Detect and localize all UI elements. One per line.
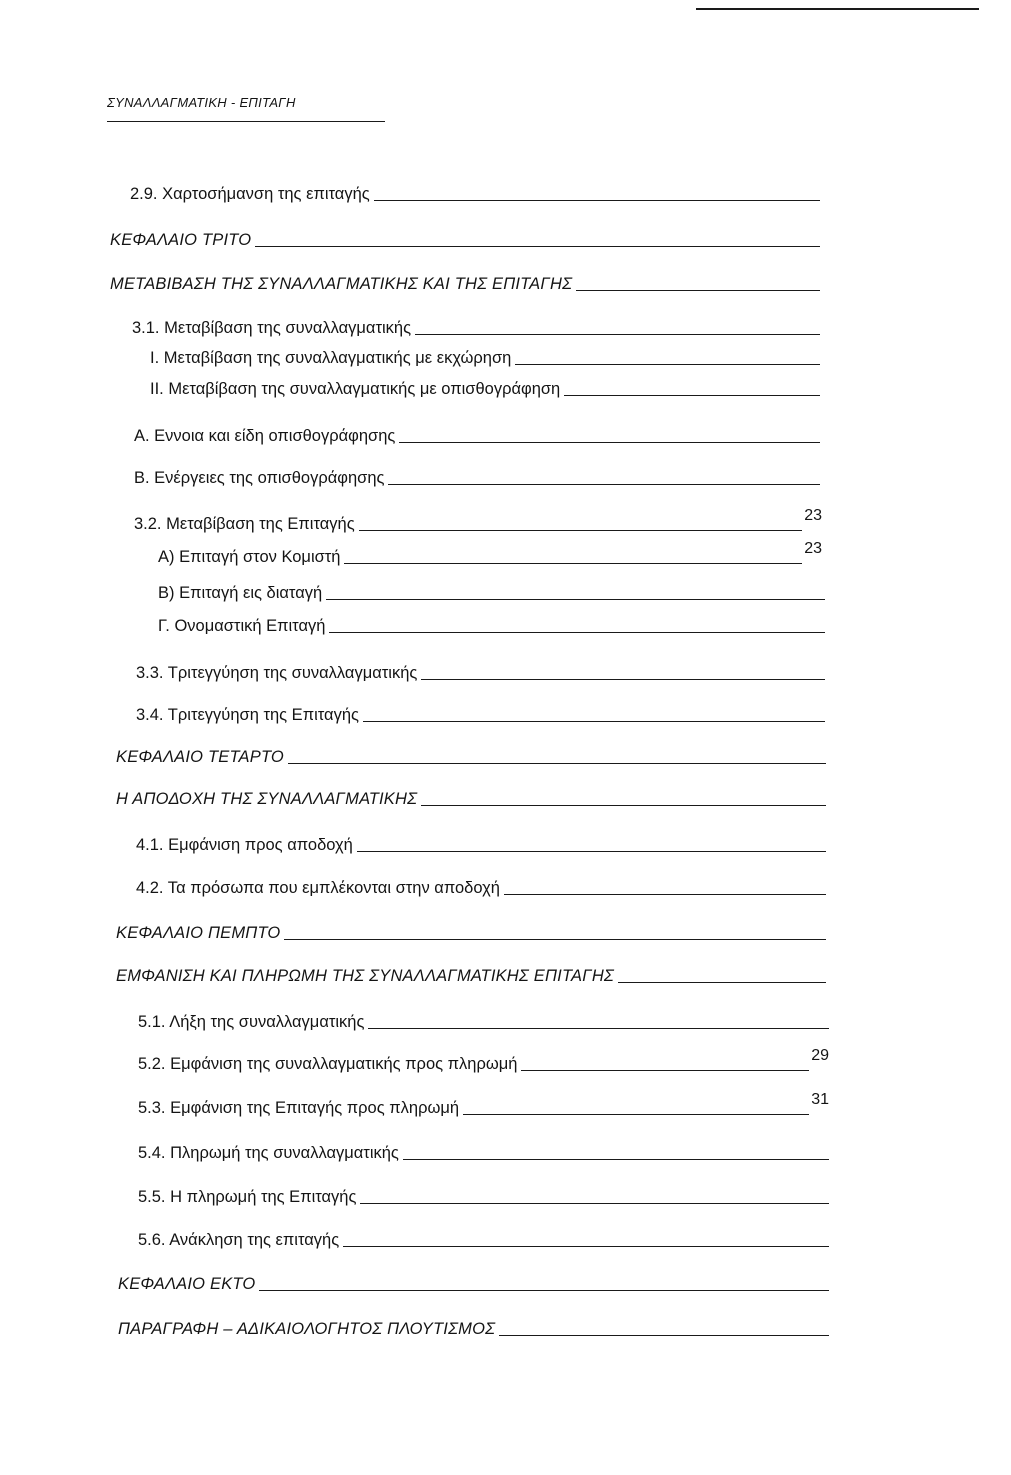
toc-entry-text: ΠΑΡΑΓΡΑΦΗ – ΑΔΙΚΑΙΟΛΟΓΗΤΟΣ ΠΛΟΥΤΙΣΜΟΣ bbox=[118, 1320, 496, 1338]
toc-leader-line bbox=[368, 1028, 829, 1029]
toc-heading bbox=[118, 1313, 829, 1339]
toc-entry-text: Α) Επιταγή στον Κομιστή bbox=[158, 548, 341, 566]
toc-entry-text: 5.3. Εμφάνιση της Επιταγής προς πληρωμή bbox=[138, 1099, 460, 1117]
toc-leader-line bbox=[343, 1246, 829, 1247]
toc-page-number: 29 bbox=[811, 1047, 829, 1064]
toc-leader-line bbox=[463, 1114, 809, 1115]
toc-entry-text: 3.1. Μεταβίβαση της συναλλαγματικής bbox=[132, 319, 412, 337]
toc-leader-line bbox=[504, 894, 826, 895]
toc-entry-text: 2.9. Χαρτοσήμανση της επιταγής bbox=[130, 185, 370, 203]
toc-leader-line bbox=[360, 1203, 829, 1204]
toc-entry-text: Γ. Ονομαστική Επιταγή bbox=[158, 617, 326, 635]
toc-entry-text: 3.3. Τριτεγγύηση της συναλλαγματικής bbox=[136, 664, 418, 682]
toc-entry bbox=[138, 1048, 829, 1074]
toc-leader-line bbox=[421, 805, 826, 806]
toc-leader-line bbox=[388, 484, 820, 485]
toc-entry bbox=[158, 610, 825, 636]
toc-leader-line bbox=[576, 290, 820, 291]
toc-entry bbox=[134, 462, 820, 488]
toc-heading bbox=[116, 783, 826, 809]
toc-entry-text: 5.6. Ανάκληση της επιταγής bbox=[138, 1231, 340, 1249]
toc-heading bbox=[110, 268, 820, 294]
toc-leader-line bbox=[403, 1159, 829, 1160]
toc-entry bbox=[134, 508, 822, 534]
toc-entry bbox=[132, 312, 820, 338]
toc-entry-text: ΚΕΦΑΛΑΙΟ ΕΚΤΟ bbox=[118, 1275, 256, 1293]
toc-leader-line bbox=[399, 442, 820, 443]
toc-entry-text: Β. Ενέργειες της οπισθογράφησης bbox=[134, 469, 385, 487]
toc-entry bbox=[136, 657, 825, 683]
toc-entry-text: ΕΜΦΑΝΙΣΗ ΚΑΙ ΠΛΗΡΩΜΗ ΤΗΣ ΣΥΝΑΛΛΑΓΜΑΤΙΚΗΣ ΕΠΙΤΑΓΗΣ bbox=[116, 967, 615, 985]
toc-leader-line bbox=[259, 1290, 829, 1291]
toc-leader-line bbox=[359, 530, 803, 531]
toc-page-number: 23 bbox=[804, 540, 822, 557]
toc-heading bbox=[116, 917, 826, 943]
toc-entry-text: 4.2. Τα πρόσωπα που εμπλέκονται στην αποδοχή bbox=[136, 879, 500, 897]
toc-entry bbox=[138, 1092, 829, 1118]
top-rule bbox=[696, 8, 979, 10]
toc-entry bbox=[138, 1181, 829, 1207]
toc-heading bbox=[116, 741, 826, 767]
toc-entry bbox=[130, 178, 820, 204]
toc-entry-text: 3.2. Μεταβίβαση της Επιταγής bbox=[134, 515, 355, 533]
toc-entry-text: ΚΕΦΑΛΑΙΟ ΤΕΤΑΡΤΟ bbox=[116, 748, 284, 766]
toc-leader-line bbox=[284, 939, 826, 940]
toc-heading bbox=[116, 960, 826, 986]
toc-entry-text: ΙΙ. Μεταβίβαση της συναλλαγματικής με οπισθογράφηση bbox=[150, 380, 561, 398]
toc-entry bbox=[136, 872, 826, 898]
toc-entry bbox=[138, 1224, 829, 1250]
toc-entry-text: 3.4. Τριτεγγύηση της Επιταγής bbox=[136, 706, 359, 724]
toc-entry bbox=[158, 541, 822, 567]
toc-entry bbox=[158, 577, 825, 603]
toc-entry bbox=[136, 829, 826, 855]
toc-entry-text: Β) Επιταγή εις διαταγή bbox=[158, 584, 323, 602]
toc-heading bbox=[110, 224, 820, 250]
toc-leader-line bbox=[255, 246, 820, 247]
toc-leader-line bbox=[326, 599, 825, 600]
toc-leader-line bbox=[363, 721, 825, 722]
toc-leader-line bbox=[421, 679, 825, 680]
toc-leader-line bbox=[288, 763, 826, 764]
toc-entry-text: Ι. Μεταβίβαση της συναλλαγματικής με εκχώρηση bbox=[150, 349, 512, 367]
toc-entry-text: 5.2. Εμφάνιση της συναλλαγματικής προς πληρωμή bbox=[138, 1055, 518, 1073]
toc-entry bbox=[136, 699, 825, 725]
toc-entry bbox=[150, 342, 820, 368]
toc-entry-text: 5.4. Πληρωμή της συναλλαγματικής bbox=[138, 1144, 399, 1162]
toc-leader-line bbox=[344, 563, 802, 564]
running-header: ΣΥΝΑΛΛΑΓΜΑΤΙΚΗ - ΕΠΙΤΑΓΗ bbox=[107, 95, 296, 110]
toc-entry-text: ΜΕΤΑΒΙΒΑΣΗ ΤΗΣ ΣΥΝΑΛΛΑΓΜΑΤΙΚΗΣ ΚΑΙ ΤΗΣ ΕΠΙΤΑΓΗΣ bbox=[110, 275, 573, 293]
toc-leader-line bbox=[357, 851, 826, 852]
toc-heading bbox=[118, 1268, 829, 1294]
toc-entry-text: 4.1. Εμφάνιση προς αποδοχή bbox=[136, 836, 353, 854]
toc-leader-line bbox=[415, 334, 820, 335]
toc-leader-line bbox=[499, 1335, 829, 1336]
header-rule bbox=[107, 121, 385, 122]
toc-leader-line bbox=[329, 632, 825, 633]
toc-entry-text: 5.5. Η πληρωμή της Επιταγής bbox=[138, 1188, 357, 1206]
toc-entry bbox=[150, 373, 820, 399]
toc-page-number: 31 bbox=[811, 1091, 829, 1108]
toc-leader-line bbox=[564, 395, 820, 396]
toc-entry-text: Α. Εννοια και είδη οπισθογράφησης bbox=[134, 427, 396, 445]
toc-entry-text: 5.1. Λήξη της συναλλαγματικής bbox=[138, 1013, 365, 1031]
toc-leader-line bbox=[515, 364, 820, 365]
toc-page-number: 23 bbox=[804, 507, 822, 524]
toc-leader-line bbox=[618, 982, 826, 983]
toc-leader-line bbox=[374, 200, 820, 201]
toc-entry-text: Η ΑΠΟΔΟΧΗ ΤΗΣ ΣΥΝΑΛΛΑΓΜΑΤΙΚΗΣ bbox=[116, 790, 418, 808]
toc-entry bbox=[134, 420, 820, 446]
toc-entry bbox=[138, 1006, 829, 1032]
toc-entry-text: ΚΕΦΑΛΑΙΟ ΠΕΜΠΤΟ bbox=[116, 924, 281, 942]
toc-entry-text: ΚΕΦΑΛΑΙΟ ΤΡΙΤΟ bbox=[110, 231, 252, 249]
toc-entry bbox=[138, 1137, 829, 1163]
toc-leader-line bbox=[521, 1070, 809, 1071]
